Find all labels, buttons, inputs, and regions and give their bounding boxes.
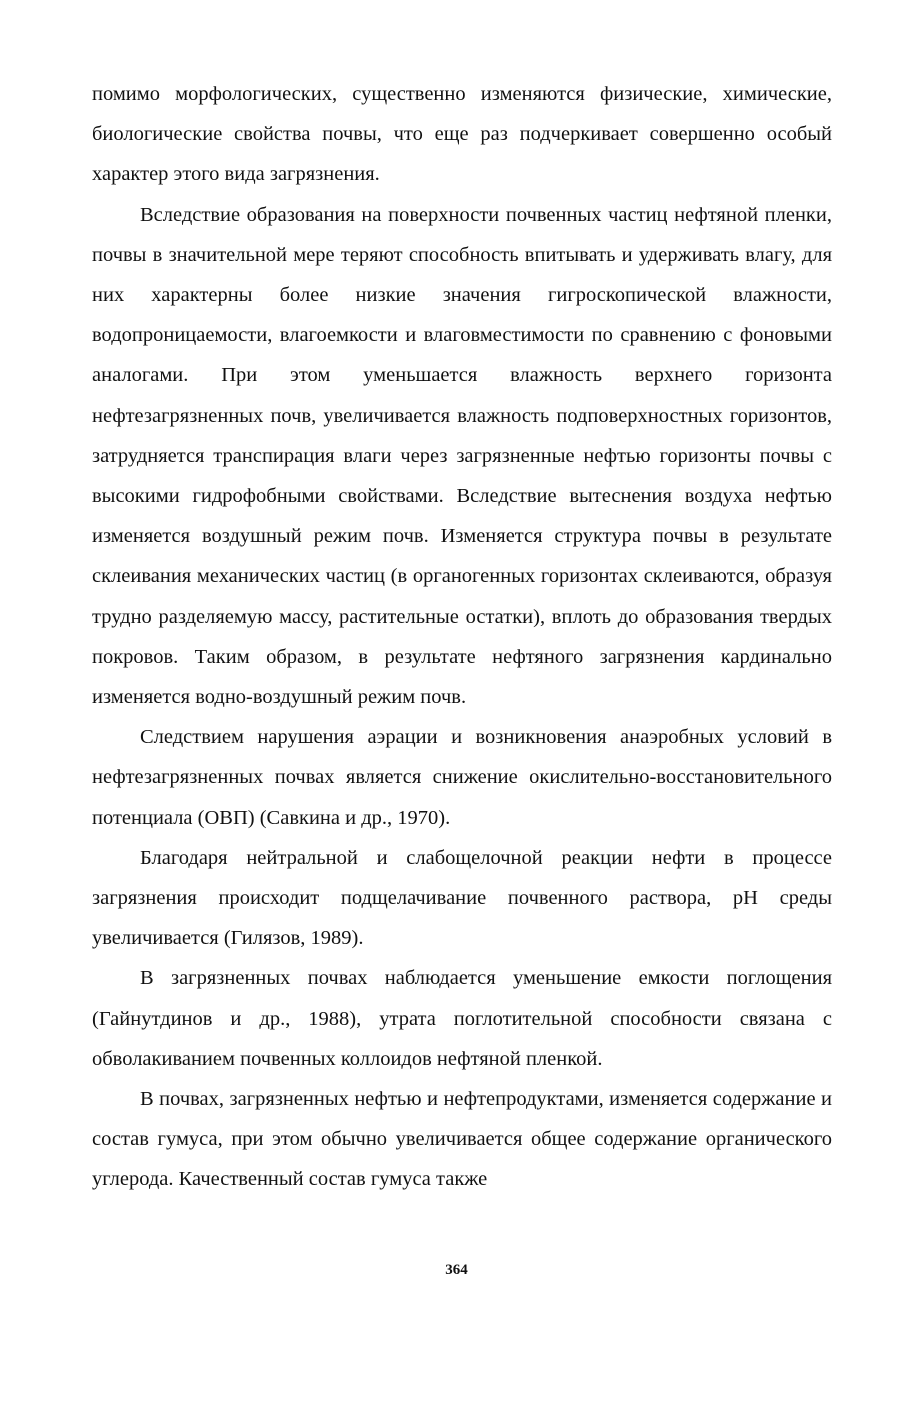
paragraph-5: В загрязненных почвах наблюдается уменьшение емкости поглощения (Гайнутдинов и др., 1988), утрата поглотительной способности связана с обволакиванием почвенных коллоидов нефтяной пленкой. — [92, 967, 832, 1070]
page-number: 364 — [445, 1262, 468, 1278]
paragraph-2: Вследствие образования на поверхности почвенных частиц нефтяной пленки, почвы в значительной мере теряют способность впитывать и удерживать влагу, для них характерны более низкие значения гигроскопической влажности, водопроницаемости, влагоемкости и влаговместимости по сравнению с фоновыми аналогами. При этом уменьшается влажность верхнего горизонта нефтезагрязненных почв, увеличивается влажность подповерхностных горизонтов, затрудняется транспирация влаги через загрязненные нефтью горизонты почвы с высокими гидрофобными свойствами. Вследствие вытеснения воздуха нефтью изменяется воздушный режим почв. Изменяется структура почвы в результате склеивания механических частиц (в органогенных горизонтах склеиваются, образуя трудно разделяемую массу, растительные остатки), вплоть до образования твердых покровов. Таким образом, в результате нефтяного загрязнения кардинально изменяется водно-воздушный режим почв. — [92, 203, 832, 709]
paragraph-6: В почвах, загрязненных нефтью и нефтепродуктами, изменяется содержание и состав гумуса, при этом обычно увеличивается общее содержание органического углерода. Качественный состав гумуса также — [92, 1088, 832, 1191]
body-text — [92, 74, 832, 1200]
paragraph-1: помимо морфологических, существенно изменяются физические, химические, биологические свойства почвы, что еще раз подчеркивает совершенно особый характер этого вида загрязнения. — [92, 83, 832, 186]
paragraph-4: Благодаря нейтральной и слабощелочной реакции нефти в процессе загрязнения происходит подщелачивание почвенного раствора, pH среды увеличивается (Гилязов, 1989). — [92, 846, 832, 950]
paragraph-3: Следствием нарушения аэрации и возникновения анаэробных условий в нефтезагрязненных почвах является снижение окислительно-восстановительного потенциала (ОВП) (Савкина и др., 1970). — [92, 726, 832, 829]
